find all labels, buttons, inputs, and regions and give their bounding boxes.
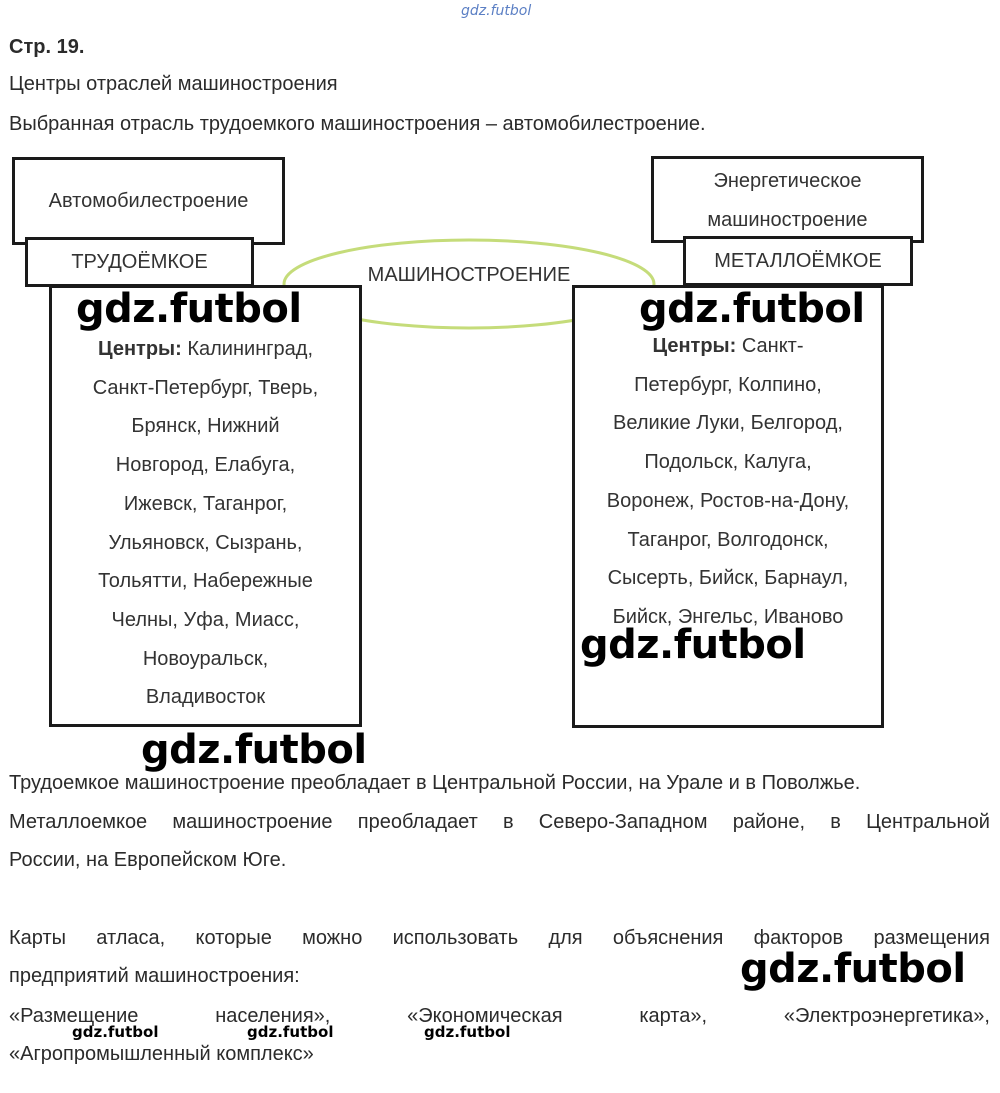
word: Северо-Западном xyxy=(538,811,708,833)
word: для xyxy=(548,927,583,949)
left-title-label: Автомобилестроение xyxy=(48,190,249,212)
word: машиностроение xyxy=(172,811,333,833)
watermark: gdz.futbol xyxy=(639,286,865,332)
metal-intensive-paragraph-line2: России, на Европейском Юге. xyxy=(9,849,287,871)
left-center-item: Челны, Уфа, Миасс, xyxy=(111,608,300,631)
left-center-item: Новоуральск, xyxy=(142,647,269,670)
word: можно xyxy=(302,927,363,949)
left-center-item: Санкт-Петербург, Тверь, xyxy=(92,376,319,399)
watermark-small: gdz.futbol xyxy=(72,1023,159,1041)
right-type-label: МЕТАЛЛОЁМКОЕ xyxy=(714,250,882,272)
watermark: gdz.futbol xyxy=(141,727,367,773)
word: в xyxy=(830,811,841,833)
right-title-box xyxy=(651,156,924,243)
watermark: gdz.futbol xyxy=(580,622,806,668)
right-centers-label: Центры: xyxy=(652,335,737,357)
left-centers-label: Центры: xyxy=(97,338,182,360)
left-type-label: ТРУДОЁМКОЕ xyxy=(71,251,208,273)
map-title: «Размещение xyxy=(9,1005,139,1027)
left-center-item: Ульяновск, Сызрань, xyxy=(108,531,303,554)
left-centers-list xyxy=(52,330,359,717)
right-center-item: Подольск, Калуга, xyxy=(644,451,812,474)
right-center-item: Петербург, Колпино, xyxy=(634,373,822,396)
watermark: gdz.futbol xyxy=(740,946,966,992)
right-center-item: Великие Луки, Белгород, xyxy=(613,412,843,435)
right-centers-line xyxy=(575,327,881,366)
left-center-item: Новгород, Елабуга, xyxy=(115,454,296,477)
right-centers-list xyxy=(575,327,881,637)
metal-intensive-paragraph-line1 xyxy=(9,809,990,835)
left-center-item: Ижевск, Таганрог, xyxy=(123,492,288,515)
left-center-item: Тольятти, Набережные xyxy=(98,570,313,593)
right-center-item: Сысерть, Бийск, Барнаул, xyxy=(607,567,849,590)
watermark-small: gdz.futbol xyxy=(424,1023,511,1041)
map-title: «Экономическая xyxy=(407,1005,563,1027)
word: в xyxy=(502,811,514,833)
left-type-box xyxy=(25,237,254,287)
word: которые xyxy=(195,927,272,949)
word: Металлоемкое xyxy=(9,811,148,833)
map-title: населения», xyxy=(215,1005,331,1027)
left-centers-line xyxy=(52,330,359,369)
right-center-item: Воронеж, Ростов-на-Дону, xyxy=(606,489,850,512)
left-center-item: Брянск, Нижний xyxy=(131,415,280,438)
word: Карты xyxy=(9,927,66,949)
word: факторов xyxy=(753,927,844,949)
word: атласа, xyxy=(96,927,166,949)
page-subtitle: Центры отраслей машиностроения xyxy=(9,73,338,95)
map-title: карта», xyxy=(639,1005,708,1027)
page-heading: Стр. 19. xyxy=(9,36,85,58)
right-title-line2: машиностроение xyxy=(707,209,868,231)
right-center-item: Бийск, Энгельс, Иваново xyxy=(612,605,844,628)
left-center-item: Калининград, xyxy=(187,338,314,360)
watermark: gdz.futbol xyxy=(76,286,302,332)
labor-intensive-paragraph: Трудоемкое машиностроение преобладает в Центральной России, на Урале и в Поволжье. xyxy=(9,772,861,794)
atlas-paragraph-line2: предприятий машиностроения: xyxy=(9,965,300,987)
left-title-box xyxy=(12,157,285,245)
maps-list-line2: «Агропромышленный комплекс» xyxy=(9,1043,314,1065)
watermark-small: gdz.futbol xyxy=(247,1023,334,1041)
word: использовать xyxy=(392,927,519,949)
word: Центральной xyxy=(866,811,990,833)
chosen-branch-text: Выбранная отрасль трудоемкого машиностроения – автомобилестроение. xyxy=(9,113,706,135)
word: преобладает xyxy=(357,811,478,833)
left-center-item: Владивосток xyxy=(145,686,266,709)
word: районе, xyxy=(732,811,806,833)
watermark-top: gdz.futbol xyxy=(461,3,532,19)
center-ellipse-label: МАШИНОСТРОЕНИЕ xyxy=(367,264,571,286)
word: объяснения xyxy=(612,927,724,949)
right-center-item: Таганрог, Волгодонск, xyxy=(627,528,829,551)
right-type-box xyxy=(683,236,913,286)
word: размещения xyxy=(873,927,990,949)
right-center-item: Санкт- xyxy=(741,335,804,357)
right-title-line1: Энергетическое xyxy=(713,170,862,192)
map-title: «Электроэнергетика», xyxy=(783,1005,990,1027)
